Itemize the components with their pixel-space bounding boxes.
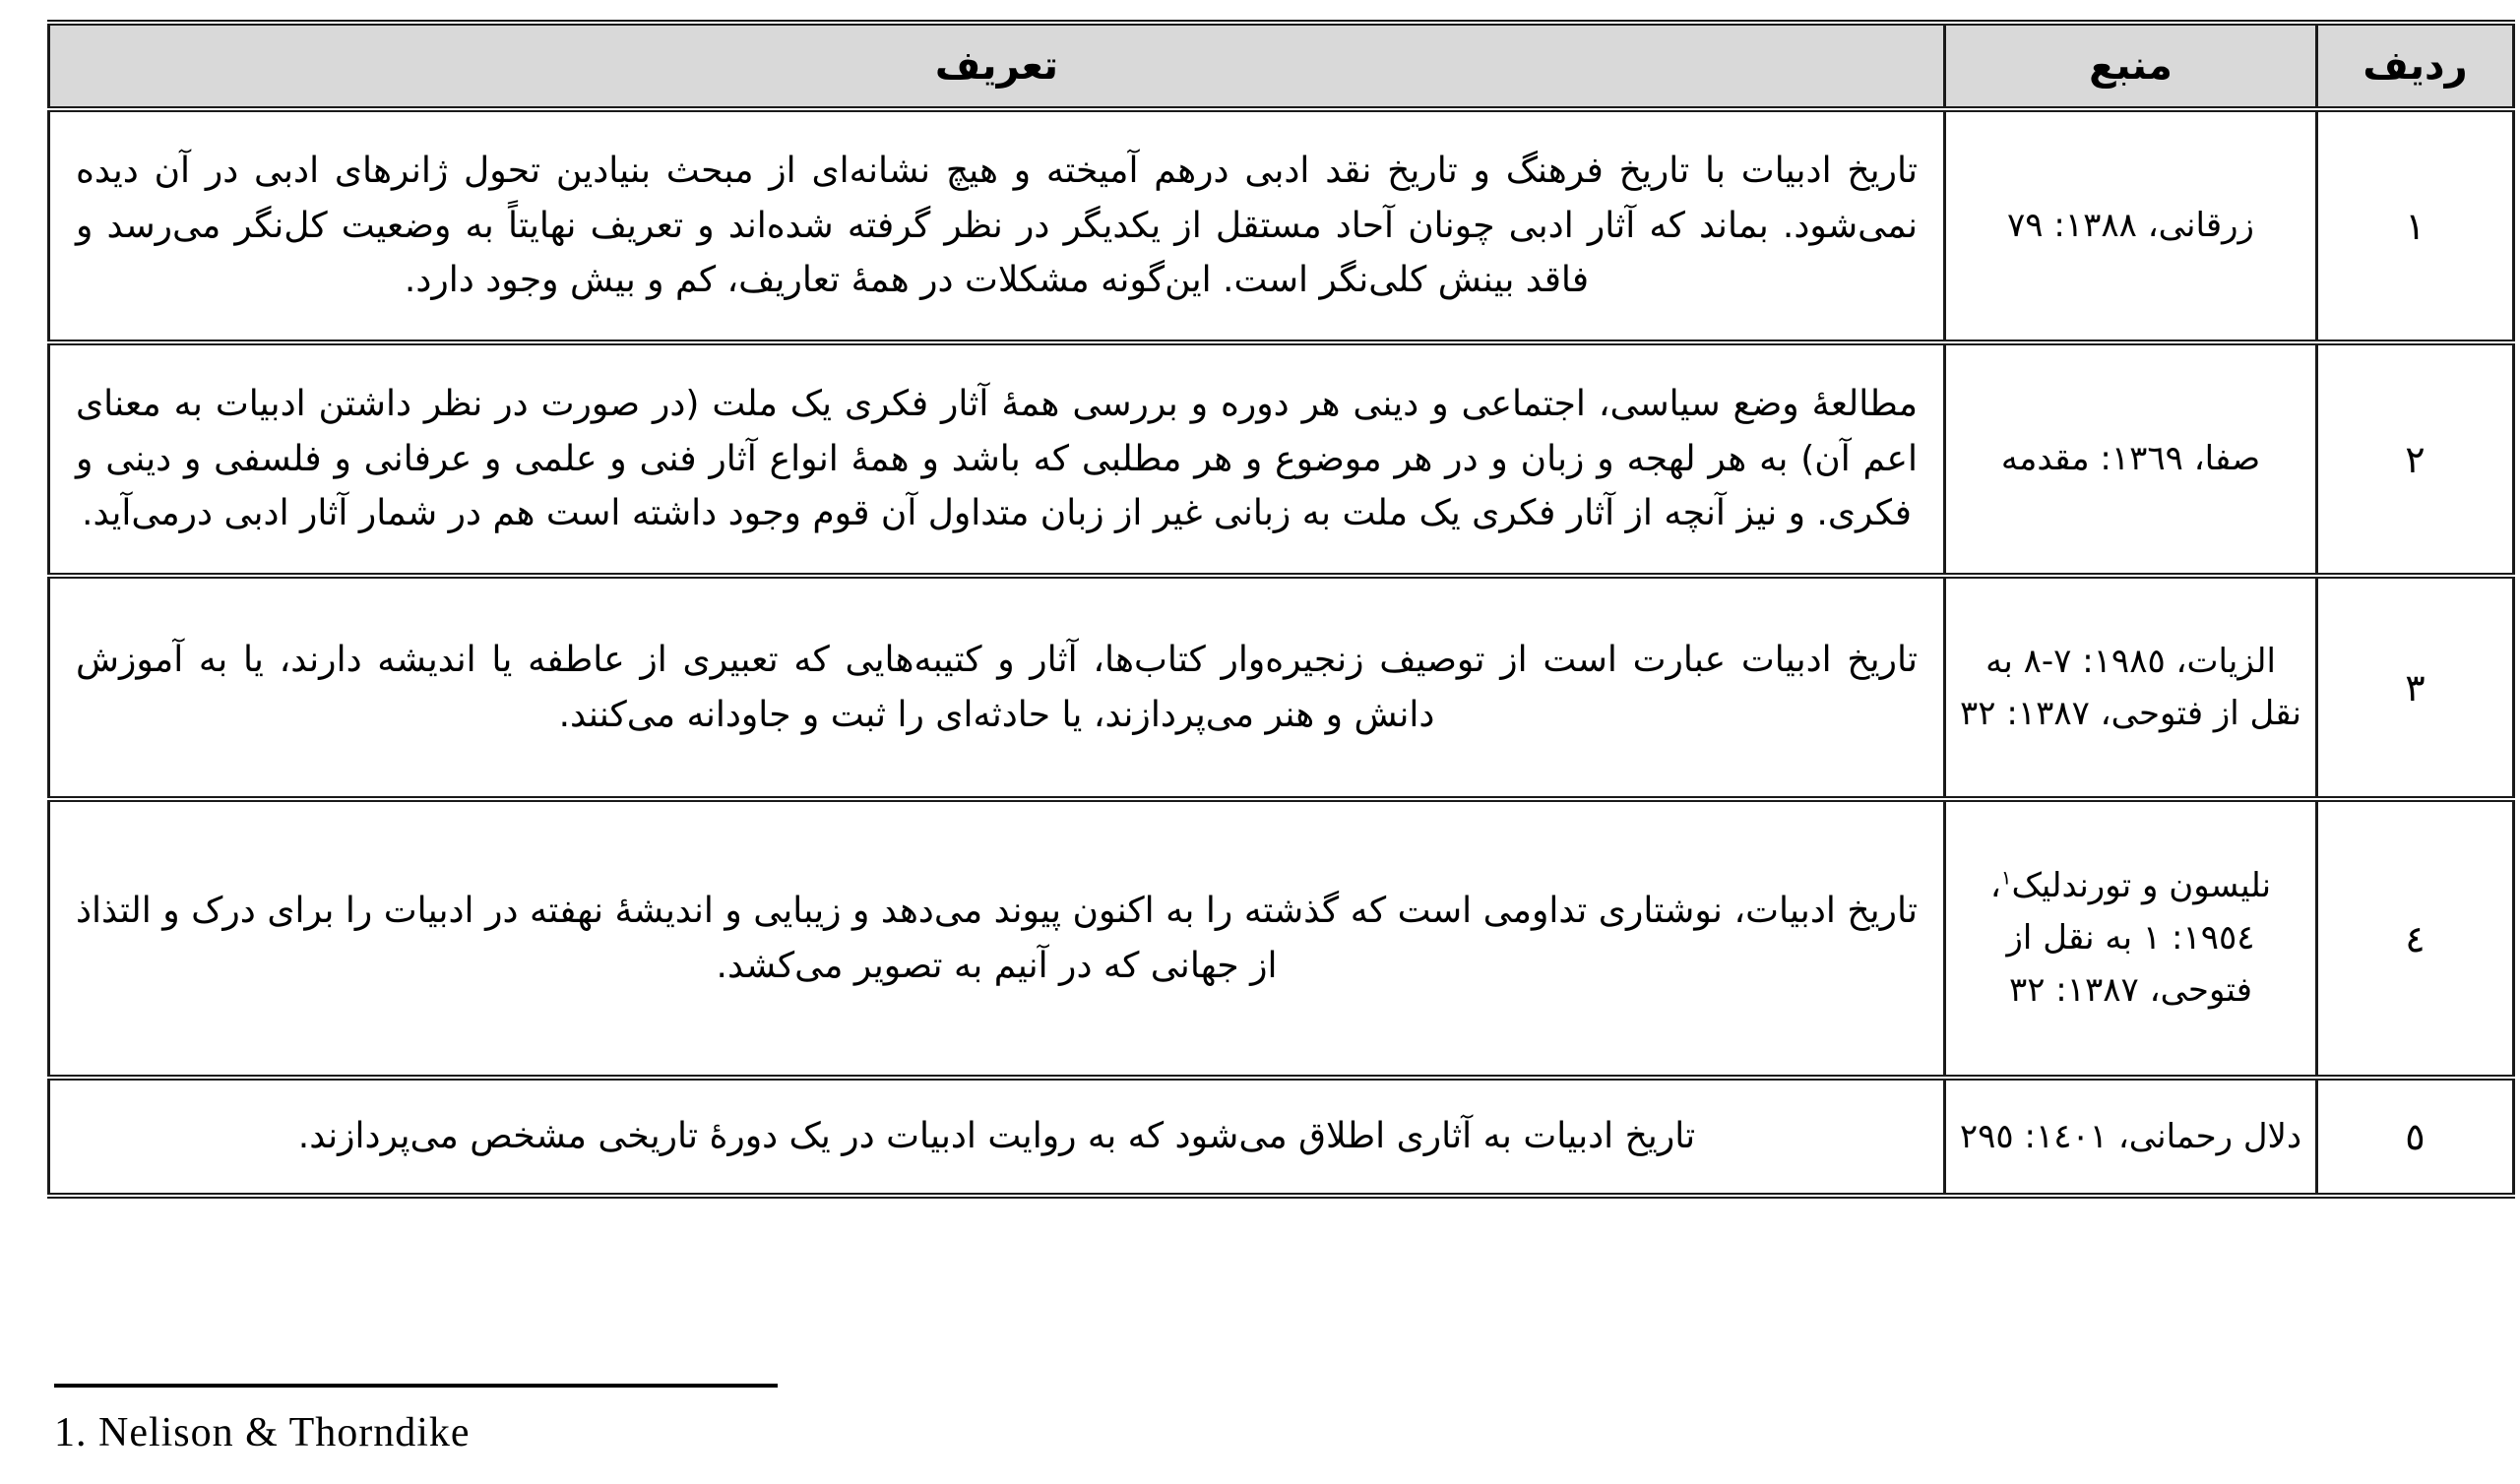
definition-cell: تاریخ ادبیات عبارت است از توصیف زنجیره‌وار کتاب‌ها، آثار و کتیبه‌هایی که تعبیری از عاطفه یا اندیشه دارند، یا به آموزش دانش و هنر می‌پردازند، یا حادثه‌ای را ثبت و جاودانه می‌کنند. bbox=[49, 576, 1945, 799]
row-number-cell: ٤ bbox=[2317, 799, 2514, 1078]
footnote-divider bbox=[54, 1384, 778, 1388]
source-text: ، ١٩٥٤: ١ به نقل از فتوحی، ١٣٨٧: ٣٢ bbox=[1989, 866, 2255, 1010]
row-number-cell: ٢ bbox=[2317, 342, 2514, 576]
footnote bbox=[54, 1384, 1039, 1456]
source-cell: زرقانی، ١٣٨٨: ٧٩ bbox=[1945, 109, 2317, 342]
source-cell: صفا، ١٣٦٩: مقدمه bbox=[1945, 342, 2317, 576]
table-row bbox=[49, 1078, 2514, 1196]
header-cell-source: منبع bbox=[1945, 23, 2317, 109]
table-row bbox=[49, 342, 2514, 576]
source-cell: الزیات، ١٩٨٥: ٧-٨ به نقل از فتوحی، ١٣٨٧: ٣٢ bbox=[1945, 576, 2317, 799]
definition-cell: تاریخ ادبیات با تاریخ فرهنگ و تاریخ نقد ادبی درهم آمیخته و هیچ نشانه‌ای از مبحث بنیادین تحول ژانرهای ادبی در آن دیده نمی‌شود. بماند که آثار ادبی چونان آحاد مستقل از یکدیگر در نظر گرفته شده‌اند و تعریف نهایتاً به وضعیت کل‌نگر می‌رسد و فاقد بینش کلی‌نگر است. این‌گونه مشکلات در همهٔ تعاریف، کم و بیش وجود دارد. bbox=[49, 109, 1945, 342]
row-number-cell: ٣ bbox=[2317, 576, 2514, 799]
source-cell: دلال رحمانی، ١٤٠١: ٢٩٥ bbox=[1945, 1078, 2317, 1196]
row-number-cell: ١ bbox=[2317, 109, 2514, 342]
header-cell-row: ردیف bbox=[2317, 23, 2514, 109]
header-row bbox=[49, 23, 2514, 109]
table-row bbox=[49, 576, 2514, 799]
definition-cell: تاریخ ادبیات، نوشتاری تداومی است که گذشته را به اکنون پیوند می‌دهد و زیبایی و اندیشهٔ نهفته در ادبیات را برای درک و التذاذ از جهانی که در آنیم به تصویر می‌کشد. bbox=[49, 799, 1945, 1078]
definitions-table bbox=[47, 20, 2515, 1199]
footnote-text: 1. Nelison & Thorndike bbox=[54, 1410, 471, 1455]
source-cell bbox=[1945, 799, 2317, 1078]
table-row bbox=[49, 799, 2514, 1078]
header-cell-definition: تعریف bbox=[49, 23, 1945, 109]
definition-cell: مطالعهٔ وضع سیاسی، اجتماعی و دینی هر دوره و بررسی همهٔ آثار فکری یک ملت (در صورت در نظر داشتن ادبیات به معنای اعم آن) به هر لهجه و زبان و در هر موضوع و هر مطلبی که باشد و همهٔ انواع آثار فنی و علمی و عرفانی و فلسفی و دینی و فکری. و نیز آنچه از آثار فکری یک ملت به زبانی غیر از زبان متداول آن قوم وجود داشته است هم در شمار آثار ادبی درمی‌آید. bbox=[49, 342, 1945, 576]
footnote-marker: ١ bbox=[2000, 867, 2012, 891]
definition-cell: تاریخ ادبیات به آثاری اطلاق می‌شود که به روایت ادبیات در یک دورهٔ تاریخی مشخص می‌پردازند. bbox=[49, 1078, 1945, 1196]
row-number-cell: ٥ bbox=[2317, 1078, 2514, 1196]
source-text: نلیسون و تورندلیک bbox=[2011, 866, 2272, 906]
table-row bbox=[49, 109, 2514, 342]
